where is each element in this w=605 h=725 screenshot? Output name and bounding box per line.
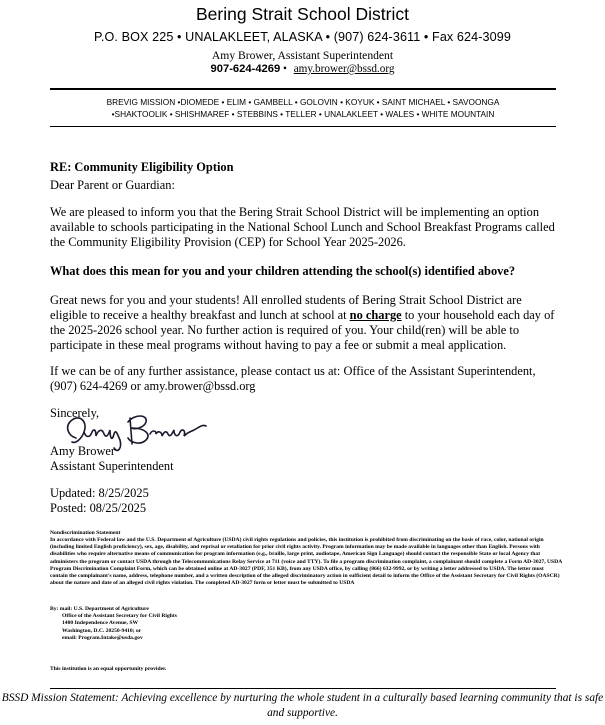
district-address: P.O. BOX 225 • UNALAKLEET, ALASKA • (907) 624-3611 • Fax 624-3099 [94,30,511,44]
no-charge-emphasis: no charge [349,308,402,322]
contact-email-link[interactable]: amy.brower@bssd.org [293,63,395,75]
usda-email: email: Program.Intake@usda.gov [62,634,143,641]
usda-address-line-1: Office of the Assistant Secretary for Civil Rights [62,613,177,620]
district-name: Bering Strait School District [196,4,409,24]
letter-subject: RE: Community Eligibility Option [50,160,234,174]
paragraph-eligibility-end: to your household each day of the 2025-2026 school year. No further action is required of you. Your child(ren) will be able to participate in these meal programs without having to pay a fee or submit a meal application. [50,308,555,352]
usda-address-line-3: Washington, D.C. 20250-9410; or [62,627,142,634]
updated-date: Updated: 8/25/2025 [50,486,149,500]
paragraph-eligibility-start: Great news for you and your students! All enrolled students of Bering Strait School District are eligible to receive a healthy breakfast and lunch at school at [50,293,522,322]
villages-line-2: •SHAKTOOLIK • SHISHMAREF • STEBBINS • TELLER • UNALAKLEET • WALES • WHITE MOUNTAIN [111,109,495,119]
mission-statement: BSSD Mission Statement: Achieving excellence by nurturing the whole student in a culturally based learning community that is safe and supportive. [1,692,604,719]
paragraph-contact: If we can be of any further assistance, please contact us at: Office of the Assistant Superintendent, (907) 624-4269 or amy.brower@bssd.org [50,364,536,393]
signer-title: Assistant Superintendent [50,459,174,473]
paragraph-intro: We are pleased to inform you that the Bering Strait School District will be implementing an option available to schools participating in the National School Lunch and School Breakfast Programs called the Community Eligibility Provision (CEP) for School Year 2025-2026. [50,205,555,249]
usda-by-mail: By: mail: U.S. Department of Agriculture [50,606,149,612]
closing: Sincerely, [50,406,100,420]
letterhead-rule-top [50,88,556,90]
contact-name: Amy Brower, Assistant Superintendent [211,49,394,62]
nondiscrimination-body: In accordance with Federal law and the U.S. Department of Agriculture (USDA) civil rights regulations and policies, this institution is prohibited from discriminating on the basis of race, color, national origin (including limited English proficiency), sex, age, disability, and reprisal or retaliation for prior civil rights activity. Program information may be made available in languages other than English. Persons with disabilities who require alternative means of communication for program information (e.g., braille, large print, audiotape, American Sign Language) should contact the responsible State or local Agency that administers the program or contact USDA through the Telecommunications Relay Service at 711 (voice and TTY). To file a program discrimination complaint, a complainant should complete a Form AD-3027, USDA Program Discrimination Complaint Form, which can be obtained online at AD-3027 (PDF, 351 KB), from any USDA office, by calling (866) 632-9992, or by writing a letter addressed to USDA. The letter must contain the complainant's name, address, telephone number, and a written description of the alleged discriminatory action in sufficient detail to inform the Office of the Assistant Secretary for Civil Rights (OASCR) about the nature and date of an alleged civil rights violation. The completed AD-3027 form or letter must be submitted to USDA [50,537,562,587]
nondiscrimination-heading: Nondiscrimination Statement [50,530,121,536]
paragraph-eligibility [50,293,560,353]
posted-date: Posted: 08/25/2025 [50,501,147,515]
letterhead-rule-bottom [50,126,556,127]
usda-address-line-2: 1400 Independence Avenue, SW [62,620,139,627]
bullet-separator: • [283,63,287,75]
villages-line-1: BREVIG MISSION •DIOMEDE • ELIM • GAMBELL • GOLOVIN • KOYUK • SAINT MICHAEL • SAVOONGA [106,97,500,107]
contact-line [0,63,605,75]
footer-rule [50,688,556,689]
contact-phone: 907-624-4269 [210,63,281,75]
equal-opportunity-statement: This institution is an equal opportunity provider. [50,666,167,672]
letter-salutation: Dear Parent or Guardian: [50,178,175,192]
question-heading: What does this mean for you and your children attending the school(s) identified above? [50,264,516,278]
usda-mailing-address [50,606,177,642]
signer-name: Amy Brower [50,444,116,458]
